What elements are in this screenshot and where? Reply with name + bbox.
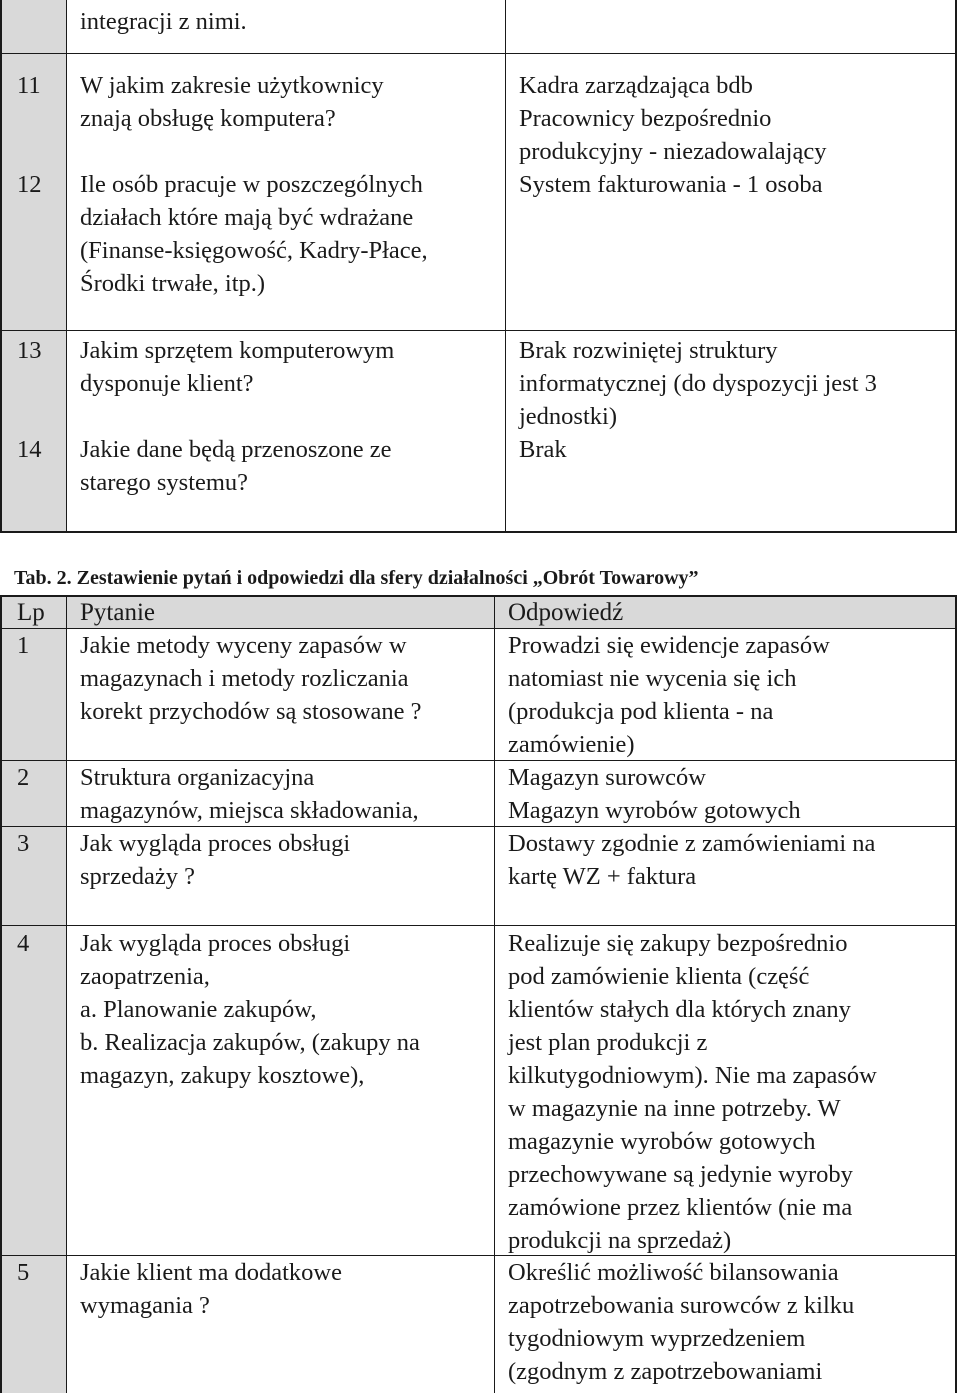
text-line: Ile osób pracuje w poszczególnych [80, 171, 423, 198]
text-line: (Finanse-księgowość, Kadry-Płace, [80, 237, 428, 264]
text-line: Dostawy zgodnie z zamówieniami na [508, 830, 876, 857]
table-2-border-left [0, 595, 2, 1393]
text-line: znają obsługę komputera? [80, 105, 336, 132]
text-line: Magazyn wyrobów gotowych [508, 797, 801, 824]
table-1-row-11-question [67, 69, 505, 135]
text-line: magazynach i metody rozliczania [80, 665, 409, 692]
table-2-header-lp [1, 596, 66, 629]
table-2-row-3-answer [495, 827, 956, 893]
table-1-row-14-num [1, 433, 66, 466]
text-line: kartę WZ + faktura [508, 863, 697, 890]
table-2-row-line [0, 925, 957, 926]
table-2-row-2-answer [495, 761, 956, 827]
text-line: Prowadzi się ewidencje zapasów [508, 632, 830, 659]
text-line: Jakim sprzętem komputerowym [80, 337, 395, 364]
text-line: zaopatrzenia, [80, 963, 210, 990]
table-2-border-right [955, 595, 957, 1393]
row-number: 3 [17, 830, 30, 857]
text-line: sprzedaży ? [80, 863, 195, 890]
header-lp-label: Lp [17, 599, 45, 626]
text-line: natomiast nie wycenia się ich [508, 665, 797, 692]
table-1-divider-question [505, 0, 506, 532]
table-1-row-13-answer [506, 334, 956, 433]
text-line: produkcji na sprzedaż) [508, 1227, 732, 1254]
text-line: klientów stałych dla których znany [508, 996, 851, 1023]
table-2-row-2-question [67, 761, 494, 827]
text-line: starego systemu? [80, 469, 249, 496]
text-line: Brak rozwiniętej struktury [519, 337, 778, 364]
table-2-row-5-question [67, 1256, 494, 1322]
text-line: a. Planowanie zakupów, [80, 996, 317, 1023]
text-line: pod zamówienie klienta (część [508, 963, 810, 990]
text-line: Jakie klient ma dodatkowe [80, 1259, 342, 1286]
text-line: Pracownicy bezpośrednio [519, 105, 772, 132]
table-1-border-bottom [0, 531, 957, 533]
text-line: Jak wygląda proces obsługi [80, 830, 351, 857]
table-1-row-11-answer [506, 69, 956, 168]
table-1-row-14-question [67, 433, 505, 499]
row-number: 2 [17, 764, 30, 791]
text-line: działach które mają być wdrażane [80, 204, 414, 231]
text-line: wymagania ? [80, 1292, 210, 1319]
text-line: kilkutygodniowym). Nie ma zapasów [508, 1062, 877, 1089]
text-line: zamówione przez klientów (nie ma [508, 1194, 853, 1221]
row-number: 5 [17, 1259, 30, 1286]
row-number: 14 [17, 436, 42, 463]
table-2-row-line [0, 826, 957, 827]
table-2-row-3-num [1, 827, 66, 860]
row-number: 11 [17, 72, 41, 99]
text-line: Realizuje się zakupy bezpośrednio [508, 930, 848, 957]
text-line: (produkcja pod klienta - na [508, 698, 774, 725]
table-1-row-13-num [1, 334, 66, 367]
table-2-row-3-question [67, 827, 494, 893]
table-2-row-5-answer [495, 1256, 956, 1388]
text-line: Środki trwałe, itp.) [80, 270, 266, 297]
text-line: b. Realizacja zakupów, (zakupy na [80, 1029, 420, 1056]
text-line: System fakturowania - 1 osoba [519, 171, 823, 198]
table-1-row-14-answer [506, 433, 956, 466]
text-line: (zgodnym z zapotrzebowaniami [508, 1358, 823, 1385]
table-2-row-2-num [1, 761, 66, 794]
text-line: korekt przychodów są stosowane ? [80, 698, 422, 725]
table-1-border-left [0, 0, 2, 532]
header-answer-label: Odpowiedź [508, 599, 624, 626]
text-line: Jakie dane będą przenoszone ze [80, 436, 392, 463]
text-line: Kadra zarządzająca bdb [519, 72, 753, 99]
row-number: 4 [17, 930, 30, 957]
table-1-row-12-question [67, 168, 505, 300]
table-2-divider-lp [66, 595, 67, 1393]
table-2-divider-question [494, 595, 495, 1393]
row-number: 12 [17, 171, 42, 198]
table-2-row-4-num [1, 927, 66, 960]
text-line: informatycznej (do dyspozycji jest 3 [519, 370, 877, 397]
text-line: jest plan produkcji z [508, 1029, 708, 1056]
table-2-row-5-num [1, 1256, 66, 1289]
table-1-row-12-num [1, 168, 66, 201]
text-line: dysponuje klient? [80, 370, 254, 397]
table-2-row-line [0, 760, 957, 761]
table-2-row-1-answer [495, 629, 956, 761]
table-caption: Tab. 2. Zestawienie pytań i odpowiedzi dla sfery działalności „Obrót Towarowy” [14, 567, 699, 589]
header-question-label: Pytanie [80, 599, 155, 626]
text-line: integracji z nimi. [80, 8, 247, 35]
text-line: zamówienie) [508, 731, 635, 758]
text-line: Brak [519, 436, 567, 463]
table-2-row-4-answer [495, 927, 956, 1257]
text-line: magazynów, miejsca składowania, [80, 797, 419, 824]
text-line: przechowywane są jedynie wyroby [508, 1161, 853, 1188]
row-number: 1 [17, 632, 30, 659]
text-line: jednostki) [519, 403, 617, 430]
text-line: zapotrzebowania surowców z kilku [508, 1292, 855, 1319]
text-line: tygodniowym wyprzedzeniem [508, 1325, 806, 1352]
table-2-row-1-num [1, 629, 66, 662]
table-1-divider-lp [66, 0, 67, 532]
text-line: magazynie wyrobów gotowych [508, 1128, 816, 1155]
text-line: produkcyjny - niezadowalający [519, 138, 827, 165]
table-1-continuation [67, 5, 505, 38]
row-number: 13 [17, 337, 42, 364]
text-line: w magazynie na inne potrzeby. W [508, 1095, 841, 1122]
table-2-row-4-question [67, 927, 494, 1092]
table-2-header-line [0, 628, 957, 629]
text-line: Jak wygląda proces obsługi [80, 930, 351, 957]
table-2-row-line [0, 1255, 957, 1256]
table-2-header-answer [495, 596, 956, 629]
table-1-row-12-answer [506, 168, 956, 201]
table-1-row-13-question [67, 334, 505, 400]
text-line: Określić możliwość bilansowania [508, 1259, 839, 1286]
text-line: W jakim zakresie użytkownicy [80, 72, 384, 99]
text-line: magazyn, zakupy kosztowe), [80, 1062, 365, 1089]
table-1-row-line [0, 53, 957, 54]
table-2-header-question [67, 596, 494, 629]
table-2-border-top [0, 595, 957, 597]
table-1-border-right [955, 0, 957, 532]
table-1-row-line [0, 330, 957, 331]
text-line: Jakie metody wyceny zapasów w [80, 632, 407, 659]
table-1-row-11-num [1, 69, 66, 102]
table-2-row-1-question [67, 629, 494, 728]
text-line: Magazyn surowców [508, 764, 706, 791]
text-line: Struktura organizacyjna [80, 764, 315, 791]
